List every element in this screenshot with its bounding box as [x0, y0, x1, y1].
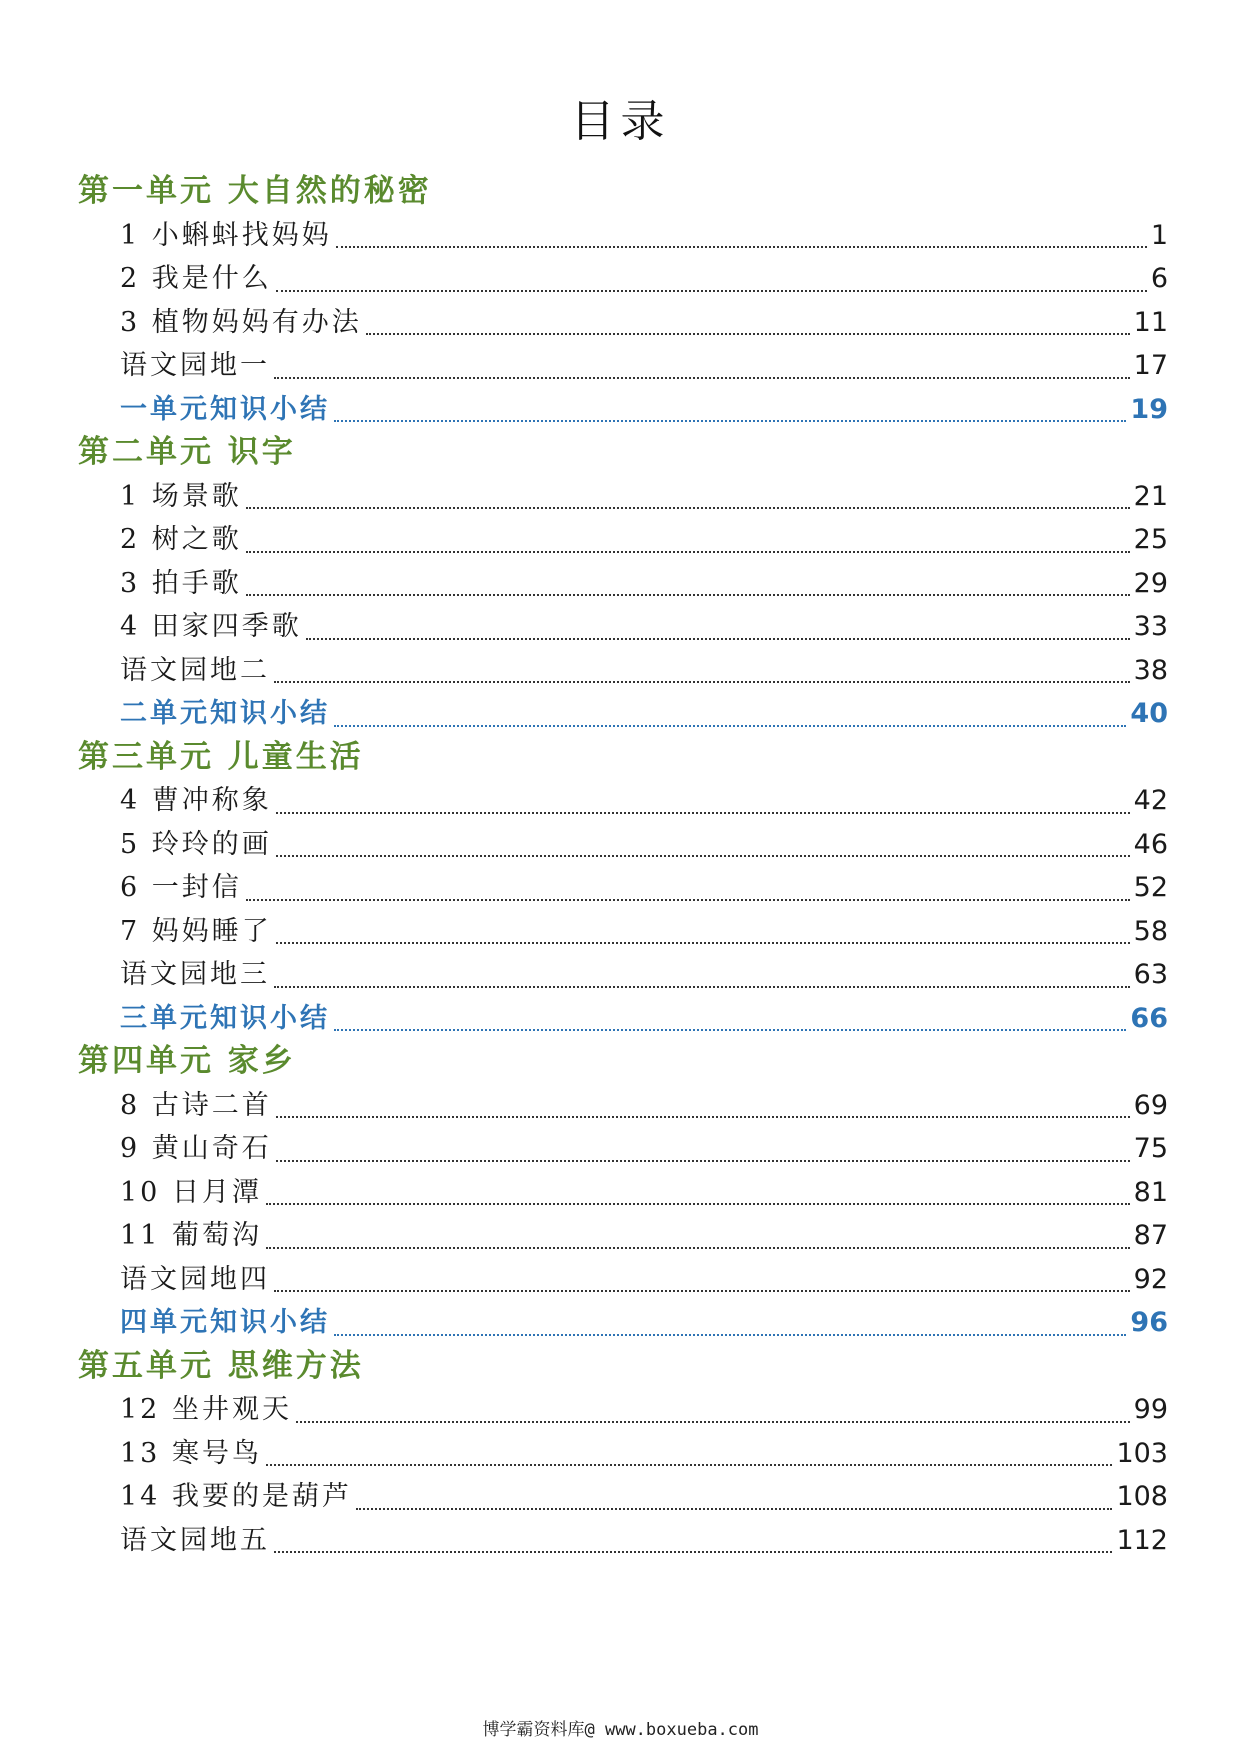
dot-leader [276, 812, 1130, 814]
toc-entry-label: 3 拍手歌 [120, 567, 242, 599]
toc-entry-label: 三单元知识小结 [120, 1002, 330, 1034]
toc-entry[interactable] [78, 344, 1168, 388]
toc-summary-entry[interactable] [78, 1301, 1168, 1345]
toc-entry-label: 13 寒号鸟 [120, 1437, 262, 1469]
toc-page-number: 75 [1133, 1133, 1168, 1164]
toc-entry-label: 二单元知识小结 [120, 698, 330, 729]
toc-entry[interactable] [78, 1519, 1168, 1563]
dot-leader [276, 855, 1130, 857]
dot-leader [334, 420, 1126, 422]
toc-page-number: 58 [1133, 915, 1168, 947]
dot-leader [356, 1508, 1113, 1510]
toc-page-number: 69 [1133, 1089, 1168, 1121]
toc-entry[interactable] [78, 214, 1168, 258]
dot-leader [266, 1247, 1130, 1249]
toc-page-number: 6 [1150, 263, 1168, 294]
toc-page-number: 96 [1130, 1307, 1168, 1338]
toc-page-number: 11 [1133, 306, 1168, 338]
dot-leader [276, 290, 1147, 292]
toc-entry-label: 语文园地五 [120, 1524, 270, 1556]
dot-leader [266, 1203, 1130, 1205]
toc-entry-label: 四单元知识小结 [120, 1307, 330, 1338]
toc-entry[interactable] [78, 649, 1168, 693]
toc-summary-entry[interactable] [78, 997, 1168, 1041]
dot-leader [336, 246, 1147, 248]
toc-entry-label: 语文园地二 [120, 654, 270, 686]
dot-leader [246, 594, 1130, 596]
toc-page-number: 40 [1130, 698, 1168, 729]
toc-page-number: 29 [1133, 567, 1168, 599]
toc-entry-label: 5 玲玲的画 [120, 828, 272, 860]
dot-leader [274, 681, 1130, 683]
toc-entry[interactable] [78, 779, 1168, 823]
unit-heading: 第一单元 大自然的秘密 [78, 173, 432, 209]
toc-entry-label: 一单元知识小结 [120, 393, 330, 425]
toc-entry[interactable] [78, 562, 1168, 606]
footer-watermark: 博学霸资料库@ www.boxueba.com [482, 1720, 759, 1740]
toc-page-number: 87 [1133, 1220, 1168, 1251]
dot-leader [274, 377, 1130, 379]
toc-entry-label: 11 葡萄沟 [120, 1220, 262, 1251]
toc-entry-label: 3 植物妈妈有办法 [120, 306, 362, 338]
toc-entry-label: 4 田家四季歌 [120, 611, 302, 642]
toc-page-number: 17 [1133, 350, 1168, 381]
toc-page-number: 19 [1130, 393, 1168, 425]
toc-entry-label: 2 树之歌 [120, 524, 242, 555]
toc-entry[interactable] [78, 953, 1168, 997]
toc-entry-label: 1 场景歌 [120, 480, 242, 512]
dot-leader [296, 1421, 1130, 1423]
page-title: 目录 [570, 96, 671, 147]
toc-entry[interactable] [78, 910, 1168, 954]
dot-leader [366, 333, 1130, 335]
toc-entry[interactable] [78, 257, 1168, 301]
toc-entry[interactable] [78, 1084, 1168, 1128]
toc-page-number: 92 [1133, 1263, 1168, 1295]
toc-entry-label: 10 日月潭 [120, 1176, 262, 1208]
toc-page-number: 108 [1116, 1481, 1168, 1512]
toc-page-number: 1 [1150, 219, 1168, 251]
unit-heading: 第四单元 家乡 [78, 1043, 296, 1079]
dot-leader [334, 1029, 1126, 1031]
toc-entry[interactable] [78, 1432, 1168, 1476]
dot-leader [276, 942, 1130, 944]
dot-leader [276, 1116, 1130, 1118]
toc-entry[interactable] [78, 605, 1168, 649]
toc-entry[interactable] [78, 518, 1168, 562]
toc-page-number: 66 [1130, 1002, 1168, 1034]
dot-leader [306, 638, 1130, 640]
toc-page-number: 52 [1133, 872, 1168, 903]
toc-page-number: 112 [1116, 1524, 1168, 1556]
toc-entry-label: 7 妈妈睡了 [120, 915, 272, 947]
toc-page-number: 33 [1133, 611, 1168, 642]
toc-page-number: 99 [1133, 1394, 1168, 1425]
toc-entry[interactable] [78, 1258, 1168, 1302]
toc-entry[interactable] [78, 1171, 1168, 1215]
toc-entry[interactable] [78, 1127, 1168, 1171]
toc-entry[interactable] [78, 823, 1168, 867]
dot-leader [246, 507, 1130, 509]
dot-leader [334, 725, 1126, 727]
toc-entry-label: 12 坐井观天 [120, 1394, 292, 1425]
toc-page-number: 21 [1133, 480, 1168, 512]
toc-page-number: 25 [1133, 524, 1168, 555]
toc-entry[interactable] [78, 1214, 1168, 1258]
toc-entry-label: 14 我要的是葫芦 [120, 1481, 352, 1512]
toc-entry-label: 9 黄山奇石 [120, 1133, 272, 1164]
toc-entry-label: 2 我是什么 [120, 263, 272, 294]
toc-summary-entry[interactable] [78, 388, 1168, 432]
toc-entry[interactable] [78, 1388, 1168, 1432]
dot-leader [246, 899, 1130, 901]
dot-leader [246, 551, 1130, 553]
dot-leader [266, 1464, 1113, 1466]
toc-entry[interactable] [78, 301, 1168, 345]
table-of-contents [78, 170, 1168, 1562]
toc-entry-label: 语文园地三 [120, 959, 270, 990]
dot-leader [274, 1290, 1130, 1292]
unit-heading: 第五单元 思维方法 [78, 1347, 364, 1384]
toc-entry-label: 6 一封信 [120, 872, 242, 903]
toc-page-number: 42 [1133, 785, 1168, 816]
toc-entry-label: 8 古诗二首 [120, 1089, 272, 1121]
dot-leader [276, 1160, 1130, 1162]
toc-entry-label: 语文园地四 [120, 1263, 270, 1295]
toc-summary-entry[interactable] [78, 692, 1168, 736]
toc-entry[interactable] [78, 475, 1168, 519]
toc-page-number: 46 [1133, 828, 1168, 860]
toc-page-number: 63 [1133, 959, 1168, 990]
toc-page-number: 103 [1116, 1437, 1168, 1469]
dot-leader [334, 1334, 1126, 1336]
toc-entry[interactable] [78, 866, 1168, 910]
dot-leader [274, 986, 1130, 988]
toc-entry-label: 4 曹冲称象 [120, 785, 272, 816]
toc-entry-label: 1 小蝌蚪找妈妈 [120, 219, 332, 251]
toc-page-number: 81 [1133, 1176, 1168, 1208]
unit-heading: 第三单元 儿童生活 [78, 738, 364, 775]
unit-heading: 第二单元 识字 [78, 434, 296, 470]
toc-entry[interactable] [78, 1475, 1168, 1519]
toc-entry-label: 语文园地一 [120, 350, 270, 381]
toc-page-number: 38 [1133, 654, 1168, 686]
dot-leader [274, 1551, 1112, 1553]
